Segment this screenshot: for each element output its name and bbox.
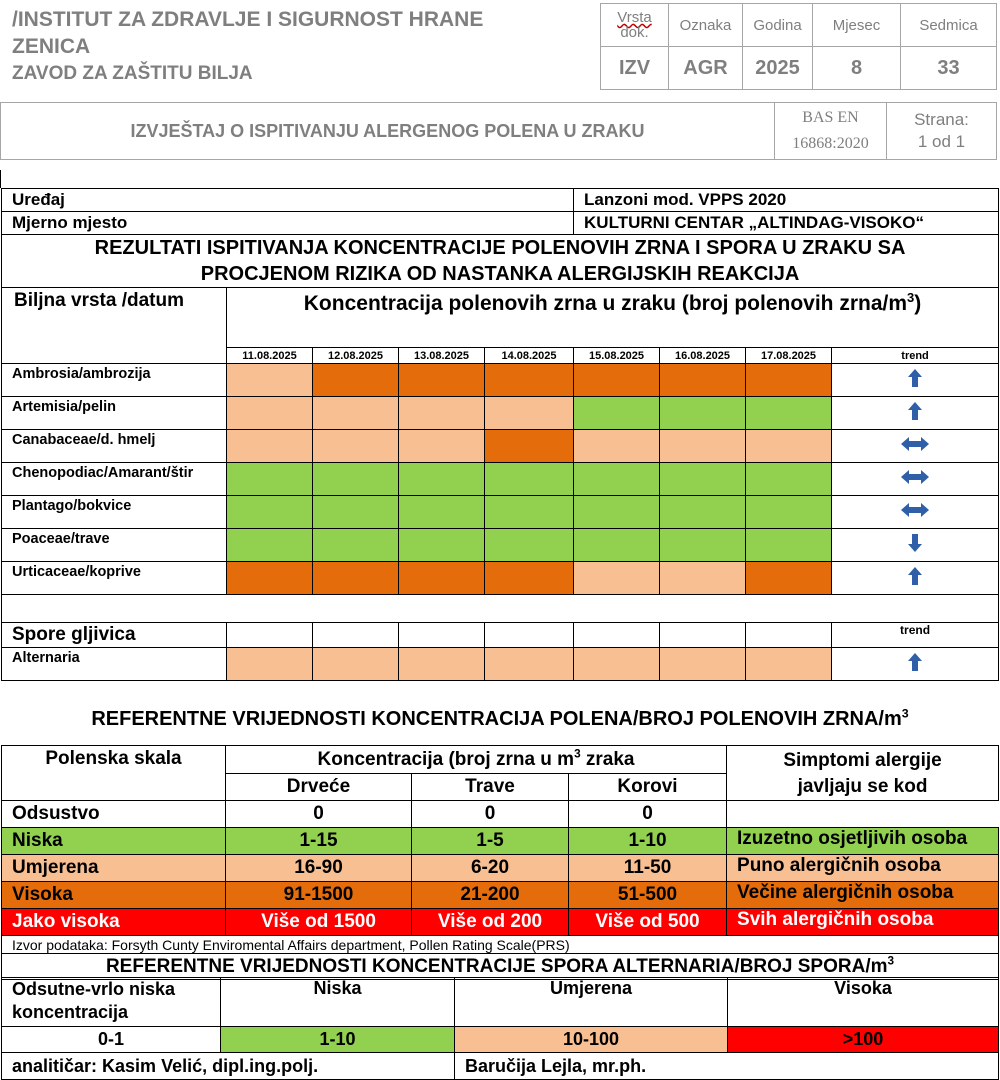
arrow-up-icon xyxy=(900,566,930,586)
report-title: IZVJEŠTAJ O ISPITIVANJU ALERGENOG POLENA U ZRAKU xyxy=(1,103,775,160)
doc-type-value: IZV xyxy=(601,47,669,90)
arrow-up-icon xyxy=(900,368,930,388)
reference-row xyxy=(2,882,999,909)
document-code-table xyxy=(600,3,997,90)
trees-value: 1-15 xyxy=(226,828,412,855)
alternaria-low-header: Niska xyxy=(221,978,455,1027)
reference-table xyxy=(1,745,999,980)
alternaria-high-header: Visoka xyxy=(728,978,999,1027)
alternaria-table xyxy=(1,977,999,1080)
analyst-signature: analitičar: Kasim Velić, dipl.ing.polj. xyxy=(2,1053,455,1080)
concentration-cell-high xyxy=(746,562,832,595)
concentration-cell-mod xyxy=(746,648,832,681)
species-name: Chenopodiac/Amarant/štir xyxy=(2,463,227,496)
report-title-table xyxy=(0,102,997,160)
concentration-cell-mod xyxy=(313,648,399,681)
trees-value: 91-1500 xyxy=(226,882,412,909)
date-header: 11.08.2025 xyxy=(227,348,313,364)
species-name: Plantago/bokvice xyxy=(2,496,227,529)
trend-cell xyxy=(832,397,999,430)
concentration-cell-mod xyxy=(746,430,832,463)
oznaka-value: AGR xyxy=(669,47,743,90)
device-label: Uređaj xyxy=(2,189,574,212)
plant-row xyxy=(2,496,999,529)
grass-value: 21-200 xyxy=(412,882,569,909)
concentration-cell-mod xyxy=(227,397,313,430)
reference-row xyxy=(2,909,999,936)
page-number: Strana: 1 od 1 xyxy=(887,103,997,160)
weeds-value: 0 xyxy=(569,801,727,828)
arrow-down-icon xyxy=(900,533,930,553)
grass-value: 0 xyxy=(412,801,569,828)
trend-cell xyxy=(832,496,999,529)
spacer-row xyxy=(2,595,999,623)
alternaria-title: REFERENTNE VRIJEDNOSTI KONCENTRACIJE SPORA ALTERNARIA/BROJ SPORA/$m^3$ xyxy=(2,954,999,980)
spore-empty-cell xyxy=(485,623,574,648)
concentration-header: Koncentracija polenovih zrna u zraku (broj polenovih zrna/$m^3$) xyxy=(227,288,999,348)
level-name: Niska xyxy=(2,828,226,855)
institute-line-2: ZENICA xyxy=(12,35,91,58)
alternaria-moderate-header: Umjerena xyxy=(455,978,728,1027)
arrow-left-right-icon xyxy=(900,467,930,487)
concentration-cell-low xyxy=(485,463,574,496)
concentration-cell-high xyxy=(485,364,574,397)
institute-line-1: /INSTITUT ZA ZDRAVLJE I SIGURNOST HRANE xyxy=(12,8,484,31)
concentration-cell-mod xyxy=(313,430,399,463)
level-name: Odsustvo xyxy=(2,801,226,828)
spore-trend-label: trend xyxy=(832,623,999,648)
spore-empty-cell xyxy=(746,623,832,648)
alternaria-absent-value: 0-1 xyxy=(2,1027,221,1053)
symptoms-value: Puno alergičnih osoba xyxy=(727,855,999,882)
plant-row xyxy=(2,463,999,496)
alternaria-moderate-value: 10-100 xyxy=(455,1027,728,1053)
concentration-cell-high xyxy=(660,364,746,397)
device-value: Lanzoni mod. VPPS 2020 xyxy=(574,189,999,212)
trend-cell xyxy=(832,562,999,595)
concentration-cell-high xyxy=(313,364,399,397)
level-name: Visoka xyxy=(2,882,226,909)
concentration-cell-mod xyxy=(574,430,660,463)
trend-cell xyxy=(832,364,999,397)
concentration-cell-low xyxy=(227,463,313,496)
level-name: Jako visoka xyxy=(2,909,226,936)
concentration-cell-mod xyxy=(660,648,746,681)
arrow-up-icon xyxy=(900,652,930,672)
weeds-value: 51-500 xyxy=(569,882,727,909)
species-name: Urticaceae/koprive xyxy=(2,562,227,595)
concentration-cell-high xyxy=(746,364,832,397)
trend-cell xyxy=(832,430,999,463)
grass-value: 6-20 xyxy=(412,855,569,882)
concentration-cell-low xyxy=(574,496,660,529)
godina-value: 2025 xyxy=(743,47,813,90)
concentration-cell-mod xyxy=(227,430,313,463)
spore-header: Spore gljivica xyxy=(2,623,227,648)
concentration-cell-high xyxy=(485,562,574,595)
location-label: Mjerno mjesto xyxy=(2,212,574,235)
species-name: Artemisia/pelin xyxy=(2,397,227,430)
concentration-cell-low xyxy=(227,529,313,562)
concentration-cell-low xyxy=(399,529,485,562)
trees-value: 0 xyxy=(226,801,412,828)
alternaria-high-value: >100 xyxy=(728,1027,999,1053)
concentration-cell-mod xyxy=(227,648,313,681)
reference-row xyxy=(2,828,999,855)
weeds-value: Više od 500 xyxy=(569,909,727,936)
plant-row xyxy=(2,364,999,397)
spore-empty-cell xyxy=(227,623,313,648)
species-header: Biljna vrsta /datum xyxy=(2,288,227,364)
mjesec-value: 8 xyxy=(813,47,901,90)
concentration-cell-high xyxy=(227,562,313,595)
date-header: 17.08.2025 xyxy=(746,348,832,364)
arrow-left-right-icon xyxy=(900,500,930,520)
date-header: 15.08.2025 xyxy=(574,348,660,364)
concentration-cell-low xyxy=(660,397,746,430)
reference-title: REFERENTNE VRIJEDNOSTI KONCENTRACIJA POLENA/BROJ POLENOVIH ZRNA/$m^3$ xyxy=(91,706,909,730)
concentration-cell-low xyxy=(485,529,574,562)
symptoms-value: Večine alergičnih osoba xyxy=(727,882,999,909)
concentration-cell-low xyxy=(660,496,746,529)
concentration-cell-high xyxy=(399,364,485,397)
sedmica-value: 33 xyxy=(901,47,997,90)
weeds-value: 1-10 xyxy=(569,828,727,855)
concentration-cell-low xyxy=(660,529,746,562)
standard-code: BAS EN 16868:2020 xyxy=(775,103,887,160)
species-name: Alternaria xyxy=(2,648,227,681)
concentration-cell-mod xyxy=(313,397,399,430)
concentration-cell-mod xyxy=(574,562,660,595)
weeds-value: 11-50 xyxy=(569,855,727,882)
concentration-cell-high xyxy=(313,562,399,595)
spore-empty-cell xyxy=(313,623,399,648)
trend-cell xyxy=(832,463,999,496)
scale-header: Polenska skala xyxy=(2,746,226,801)
institute-line-3: ZAVOD ZA ZAŠTITU BILJA xyxy=(12,63,253,84)
spore-row xyxy=(2,648,999,681)
plant-row xyxy=(2,562,999,595)
trees-value: 16-90 xyxy=(226,855,412,882)
analyst-signature-2: Baručija Lejla, mr.ph. xyxy=(455,1053,999,1080)
date-header: 12.08.2025 xyxy=(313,348,399,364)
concentration-cell-low xyxy=(746,496,832,529)
level-name: Umjerena xyxy=(2,855,226,882)
concentration-cell-mod xyxy=(227,364,313,397)
grass-value: 1-5 xyxy=(412,828,569,855)
plant-row xyxy=(2,430,999,463)
concentration-cell-low xyxy=(399,463,485,496)
date-header: 16.08.2025 xyxy=(660,348,746,364)
symptoms-value: Svih alergičnih osoba xyxy=(727,909,999,936)
concentration-cell-low xyxy=(660,463,746,496)
oznaka-label: Oznaka xyxy=(669,4,743,47)
plant-row xyxy=(2,529,999,562)
weeds-header: Korovi xyxy=(569,774,727,801)
trend-cell xyxy=(832,529,999,562)
concentration-cell-mod xyxy=(485,648,574,681)
date-header: 14.08.2025 xyxy=(485,348,574,364)
godina-label: Godina xyxy=(743,4,813,47)
source-note: Izvor podataka: Forsyth Cunty Enviromental Affairs department, Pollen Rating Scale(PRS) xyxy=(2,936,999,954)
spore-empty-cell xyxy=(399,623,485,648)
trend-cell xyxy=(832,648,999,681)
reference-row xyxy=(2,855,999,882)
concentration-cell-low xyxy=(574,397,660,430)
concentration-cell-low xyxy=(313,529,399,562)
alternaria-absent-header: Odsutne-vrlo niska koncentracija xyxy=(2,978,221,1027)
grass-value: Više od 200 xyxy=(412,909,569,936)
concentration-cell-mod xyxy=(660,562,746,595)
mjesec-label: Mjesec xyxy=(813,4,901,47)
species-name: Poaceae/trave xyxy=(2,529,227,562)
concentration-cell-mod xyxy=(660,430,746,463)
concentration-cell-mod xyxy=(399,397,485,430)
concentration-cell-low xyxy=(574,463,660,496)
results-table xyxy=(1,188,999,681)
concentration-cell-high xyxy=(485,430,574,463)
alternaria-low-value: 1-10 xyxy=(221,1027,455,1053)
concentration-cell-low xyxy=(485,496,574,529)
arrow-left-right-icon xyxy=(900,434,930,454)
date-header: 13.08.2025 xyxy=(399,348,485,364)
concentration-cell-mod xyxy=(399,648,485,681)
concentration-cell-high xyxy=(399,562,485,595)
concentration-cell-mod xyxy=(574,648,660,681)
concentration-cell-low xyxy=(746,529,832,562)
concentration-cell-mod xyxy=(485,397,574,430)
species-name: Ambrosia/ambrozija xyxy=(2,364,227,397)
location-value: KULTURNI CENTAR „ALTINDAG-VISOKO“ xyxy=(574,212,999,235)
doc-type-label: Vrsta dok. xyxy=(601,4,669,47)
concentration-cell-mod xyxy=(399,430,485,463)
concentration-cell-high xyxy=(574,364,660,397)
concentration-cell-low xyxy=(574,529,660,562)
reference-row xyxy=(2,801,999,828)
grass-header: Trave xyxy=(412,774,569,801)
concentration-cell-low xyxy=(746,397,832,430)
species-name: Canabaceae/d. hmelj xyxy=(2,430,227,463)
concentration-cell-low xyxy=(399,496,485,529)
results-title: REZULTATI ISPITIVANJA KONCENTRACIJE POLENOVIH ZRNA I SPORA U ZRAKU SA PROCJENOM RIZIKA OD NASTANKA ALERGIJSKIH REAKCIJA xyxy=(2,235,999,288)
concentration-cell-low xyxy=(746,463,832,496)
spore-empty-cell xyxy=(660,623,746,648)
trend-header: trend xyxy=(832,348,999,364)
sedmica-label: Sedmica xyxy=(901,4,997,47)
divider xyxy=(0,170,1,188)
plant-row xyxy=(2,397,999,430)
arrow-up-icon xyxy=(900,401,930,421)
institute-name xyxy=(12,6,592,87)
concentration-cell-low xyxy=(313,496,399,529)
concentration-header: Koncentracija (broj zrna u $m^3$ zraka xyxy=(226,746,727,774)
spore-empty-cell xyxy=(574,623,660,648)
trees-value: Više od 1500 xyxy=(226,909,412,936)
trees-header: Drveće xyxy=(226,774,412,801)
concentration-cell-low xyxy=(227,496,313,529)
concentration-cell-low xyxy=(313,463,399,496)
symptoms-value: Izuzetno osjetljivih osoba xyxy=(727,828,999,855)
symptoms-header: Simptomi alergije javljaju se kod xyxy=(727,746,999,801)
